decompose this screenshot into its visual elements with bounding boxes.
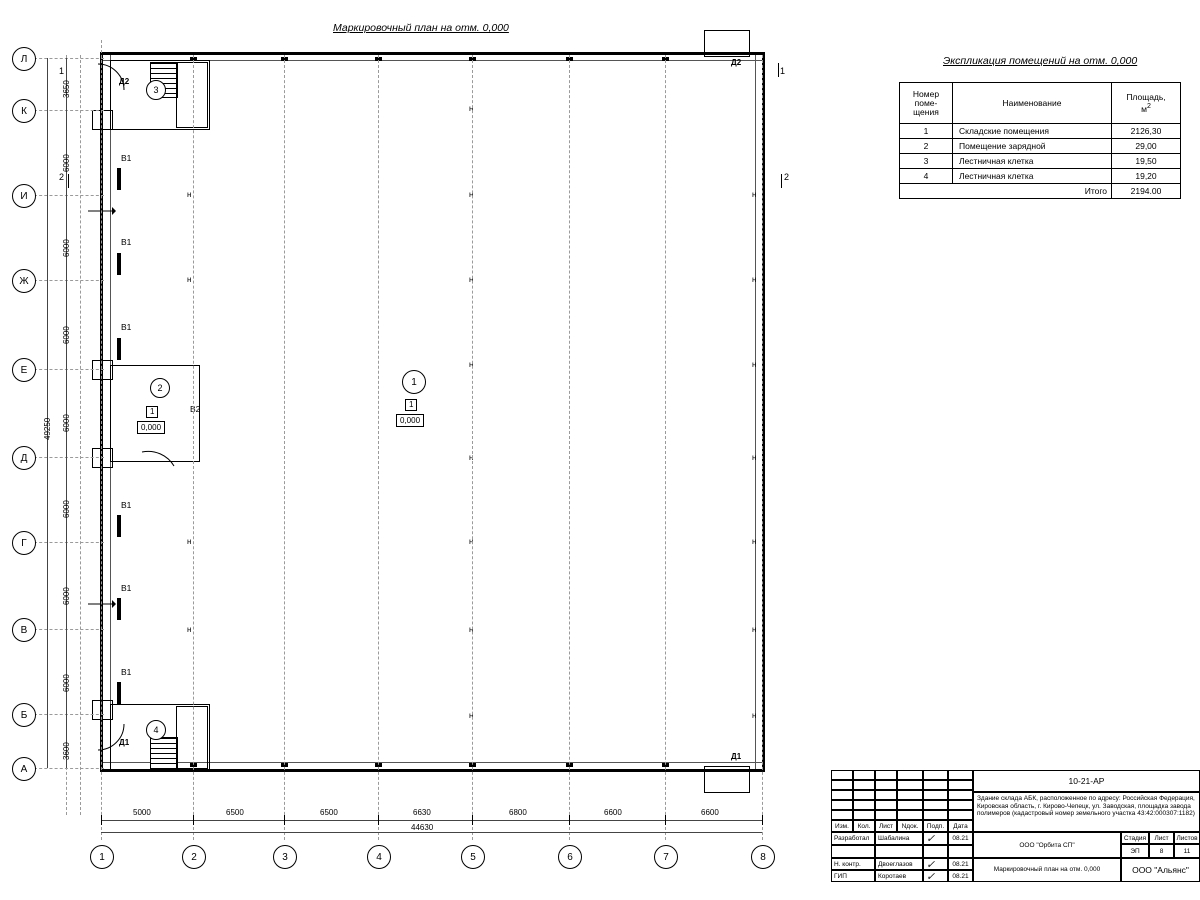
stair-4-landing — [176, 706, 208, 769]
wall-recess — [92, 700, 113, 720]
dim-h-4: 6630 — [413, 808, 431, 817]
mark-n: н — [469, 453, 474, 462]
door-mark-d2-left: Д2 — [119, 77, 130, 86]
mark-n: н — [469, 360, 474, 369]
axis-bubble-8: 8 — [751, 845, 775, 869]
axis-bubble-4: 4 — [367, 845, 391, 869]
dim-v-8: 6000 — [62, 674, 71, 692]
window-mark-v1-f: В1 — [121, 667, 132, 677]
col-kol: Кол. — [853, 820, 875, 832]
grid-line-v — [80, 55, 81, 815]
dim-v-1: 3650 — [62, 80, 71, 98]
dim-h-1: 5000 — [133, 808, 151, 817]
grid-line-h — [34, 542, 104, 543]
door-swing-icon — [140, 450, 180, 472]
rev-col — [831, 770, 853, 820]
sheets-header: Листов — [1174, 832, 1200, 844]
role-label-empty — [831, 845, 875, 858]
mark-n: н — [752, 360, 757, 369]
grid-line-v — [193, 55, 194, 840]
mark-n: н — [752, 453, 757, 462]
grid-line-v — [472, 55, 473, 840]
axis-bubble-2: 2 — [182, 845, 206, 869]
col-header-name: Наименование — [953, 83, 1112, 124]
dim-chain-h-total — [101, 832, 762, 833]
mark-n: н — [752, 711, 757, 720]
dim-v-5: 6000 — [62, 414, 71, 432]
dim-tick — [472, 815, 473, 825]
mark-n: н — [469, 625, 474, 634]
window-opening — [117, 682, 121, 704]
window-mark-v1-a: В1 — [121, 153, 132, 163]
section-mark-2-right: 2 — [784, 172, 790, 182]
dim-tick — [378, 815, 379, 825]
stair-3-landing — [176, 62, 208, 128]
window-opening — [117, 253, 121, 275]
table-row: 2 Помещение зарядной 29,00 — [900, 139, 1181, 154]
role-date-2: 08.21 — [948, 858, 973, 870]
dim-v-9: 3600 — [62, 742, 71, 760]
role-name-2: Двоеглазов — [875, 858, 923, 870]
dim-h-5: 6800 — [509, 808, 527, 817]
axis-bubble-7: 7 — [654, 845, 678, 869]
window-mark-v1-d: В1 — [121, 500, 132, 510]
grid-line-h — [34, 195, 104, 196]
wall-recess — [92, 110, 113, 130]
window-mark-v1-e: В1 — [121, 583, 132, 593]
window-mark-v2: В2 — [190, 404, 201, 414]
mark-n: н — [469, 275, 474, 284]
door-mark-d1-right: Д1 — [731, 752, 742, 761]
axis-bubble-6: 6 — [558, 845, 582, 869]
table-row: 1 Складские помещения 2126,30 — [900, 124, 1181, 139]
stage-value: ЭП — [1121, 844, 1149, 858]
col-ndok: Nдок. — [897, 820, 923, 832]
room-number-4: 4 — [146, 720, 166, 740]
stair-4 — [150, 737, 178, 769]
mark-n: н — [469, 190, 474, 199]
axis-bubble-5: 5 — [461, 845, 485, 869]
dim-tick — [762, 815, 763, 825]
table-row: 4 Лестничная клетка 19,20 — [900, 169, 1181, 184]
axis-bubble-zh: Ж — [12, 269, 36, 293]
wall-right-inner — [755, 55, 756, 769]
mark-n: н — [469, 104, 474, 113]
company-builder: ООО "Альянс" — [1121, 858, 1200, 882]
axis-bubble-e: Е — [12, 358, 36, 382]
mark-n: н — [752, 275, 757, 284]
dim-v-7: 6000 — [62, 587, 71, 605]
window-opening — [117, 338, 121, 360]
axis-bubble-1: 1 — [90, 845, 114, 869]
window-mark-v1-c: В1 — [121, 322, 132, 332]
door-mark-d2-right: Д2 — [731, 58, 742, 67]
dim-tick — [284, 815, 285, 825]
axis-bubble-g: Г — [12, 531, 36, 555]
door-swing-icon — [96, 722, 136, 752]
level-flag-1: 1 — [405, 399, 417, 411]
grid-line-h — [34, 457, 104, 458]
col-header-number: Номер поме-щения — [900, 83, 953, 124]
role-sign-empty — [923, 845, 948, 858]
dim-tick — [101, 815, 102, 825]
axis-bubble-d: Д — [12, 446, 36, 470]
grid-line-v — [665, 55, 666, 840]
wall-recess — [92, 360, 113, 380]
mark-n: н — [187, 275, 192, 284]
arrow-icon — [88, 598, 116, 610]
axis-bubble-l: Л — [12, 47, 36, 71]
dim-v-total: 49250 — [43, 417, 52, 440]
section-line — [778, 63, 779, 77]
mark-n: н — [469, 537, 474, 546]
mark-n: н — [752, 625, 757, 634]
role-sign-1: ✓ — [923, 832, 948, 845]
role-name-1: Шабалина — [875, 832, 923, 845]
window-opening — [117, 598, 121, 620]
role-label-3: ГИП — [831, 870, 875, 882]
grid-line-v — [378, 55, 379, 840]
grid-line-v — [101, 40, 102, 840]
window-mark-v1-b: В1 — [121, 237, 132, 247]
dim-h-2: 6500 — [226, 808, 244, 817]
role-date-empty — [948, 845, 973, 858]
room-number-1: 1 — [402, 370, 426, 394]
mark-n: н — [187, 625, 192, 634]
dim-h-total: 44630 — [411, 823, 434, 832]
grid-line-h — [34, 768, 104, 769]
axis-bubble-a: А — [12, 757, 36, 781]
col-list: Лист — [875, 820, 897, 832]
dim-v-2: 6000 — [62, 154, 71, 172]
level-flag-2: 1 — [146, 406, 158, 418]
door-recess-top-right — [704, 30, 750, 57]
exploitation-title: Экспликация помещений на отм. 0,000 — [943, 55, 1138, 67]
sheet-value: 8 — [1149, 844, 1174, 858]
col-izm: Изм. — [831, 820, 853, 832]
col-data: Дата — [948, 820, 973, 832]
role-label-2: Н. контр. — [831, 858, 875, 870]
plan-title: Маркировочный план на отм. 0,000 — [333, 22, 509, 34]
object-description: Здание склада АБК, расположенное по адресу: Российская Федерация, Кировская область, г. Кирово-Чепецк, ул. Заводская, площадка завода полимеров (кадастровый номер земельного участка 43:42:000307:1182) — [973, 792, 1200, 832]
dim-h-3: 6500 — [320, 808, 338, 817]
dim-tick — [569, 815, 570, 825]
room-number-3: 3 — [146, 80, 166, 100]
table-total-row: Итого 2194.00 — [900, 184, 1181, 199]
grid-line-h — [34, 629, 104, 630]
grid-line-h — [34, 714, 104, 715]
section-line — [781, 174, 782, 188]
role-sign-3: ✓ — [923, 870, 948, 882]
col-header-area: Площадь, $м^2$ — [1112, 83, 1181, 124]
rev-col — [948, 770, 973, 820]
door-swing-icon — [96, 62, 136, 92]
grid-line-v — [284, 55, 285, 840]
sheets-value: 11 — [1174, 844, 1200, 858]
rev-col — [875, 770, 897, 820]
axis-bubble-i: И — [12, 184, 36, 208]
mark-n: н — [187, 537, 192, 546]
sheet-header: Лист — [1149, 832, 1174, 844]
window-opening — [117, 515, 121, 537]
role-name-empty — [875, 845, 923, 858]
section-mark-1-left: 1 — [59, 66, 65, 76]
arrow-icon — [88, 205, 116, 217]
col-podp: Подп. — [923, 820, 948, 832]
axis-bubble-b: Б — [12, 703, 36, 727]
role-sign-2: ✓ — [923, 858, 948, 870]
window-opening — [117, 168, 121, 190]
document-code: 10-21-АР — [973, 770, 1200, 792]
role-date-3: 08.21 — [948, 870, 973, 882]
grid-line-h — [34, 369, 104, 370]
dim-chain-v-total — [47, 58, 48, 768]
table-row: 3 Лестничная клетка 19,50 — [900, 154, 1181, 169]
dim-v-4: 6000 — [62, 326, 71, 344]
exploitation-table — [899, 82, 1181, 199]
role-label-1: Разработал — [831, 832, 875, 845]
dim-tick — [665, 815, 666, 825]
stage-header: Стадия — [1121, 832, 1149, 844]
grid-line-v — [762, 55, 763, 840]
level-mark-1: 0,000 — [396, 414, 424, 427]
axis-bubble-k: К — [12, 99, 36, 123]
dim-tick — [193, 815, 194, 825]
dim-h-6: 6600 — [604, 808, 622, 817]
level-mark-2: 0,000 — [137, 421, 165, 434]
rev-col — [853, 770, 875, 820]
grid-line-v — [569, 55, 570, 840]
room-number-2: 2 — [150, 378, 170, 398]
rev-col — [923, 770, 948, 820]
mark-n: н — [752, 537, 757, 546]
dim-v-3: 6000 — [62, 239, 71, 257]
grid-line-h — [34, 58, 104, 59]
company-designer: ООО "Орбита СП" — [973, 832, 1121, 858]
section-line — [68, 174, 69, 188]
mark-n: н — [752, 190, 757, 199]
axis-bubble-3: 3 — [273, 845, 297, 869]
sheet-name: Маркировочный план на отм. 0,000 — [973, 858, 1121, 882]
axis-bubble-v: В — [12, 618, 36, 642]
title-block — [831, 770, 1200, 895]
wall-recess — [92, 448, 113, 468]
role-date-1: 08.21 — [948, 832, 973, 845]
grid-line-h — [34, 110, 104, 111]
role-name-3: Коротаев — [875, 870, 923, 882]
dim-h-7: 6600 — [701, 808, 719, 817]
door-recess-bottom-right — [704, 766, 750, 793]
section-mark-1-right: 1 — [780, 66, 786, 76]
grid-line-h — [34, 280, 104, 281]
dim-chain-h — [101, 820, 762, 821]
door-mark-d1-left: Д1 — [119, 738, 130, 747]
section-mark-2-left: 2 — [59, 172, 65, 182]
mark-n: н — [469, 711, 474, 720]
mark-n: н — [187, 190, 192, 199]
rev-col — [897, 770, 923, 820]
dim-v-6: 6000 — [62, 500, 71, 518]
